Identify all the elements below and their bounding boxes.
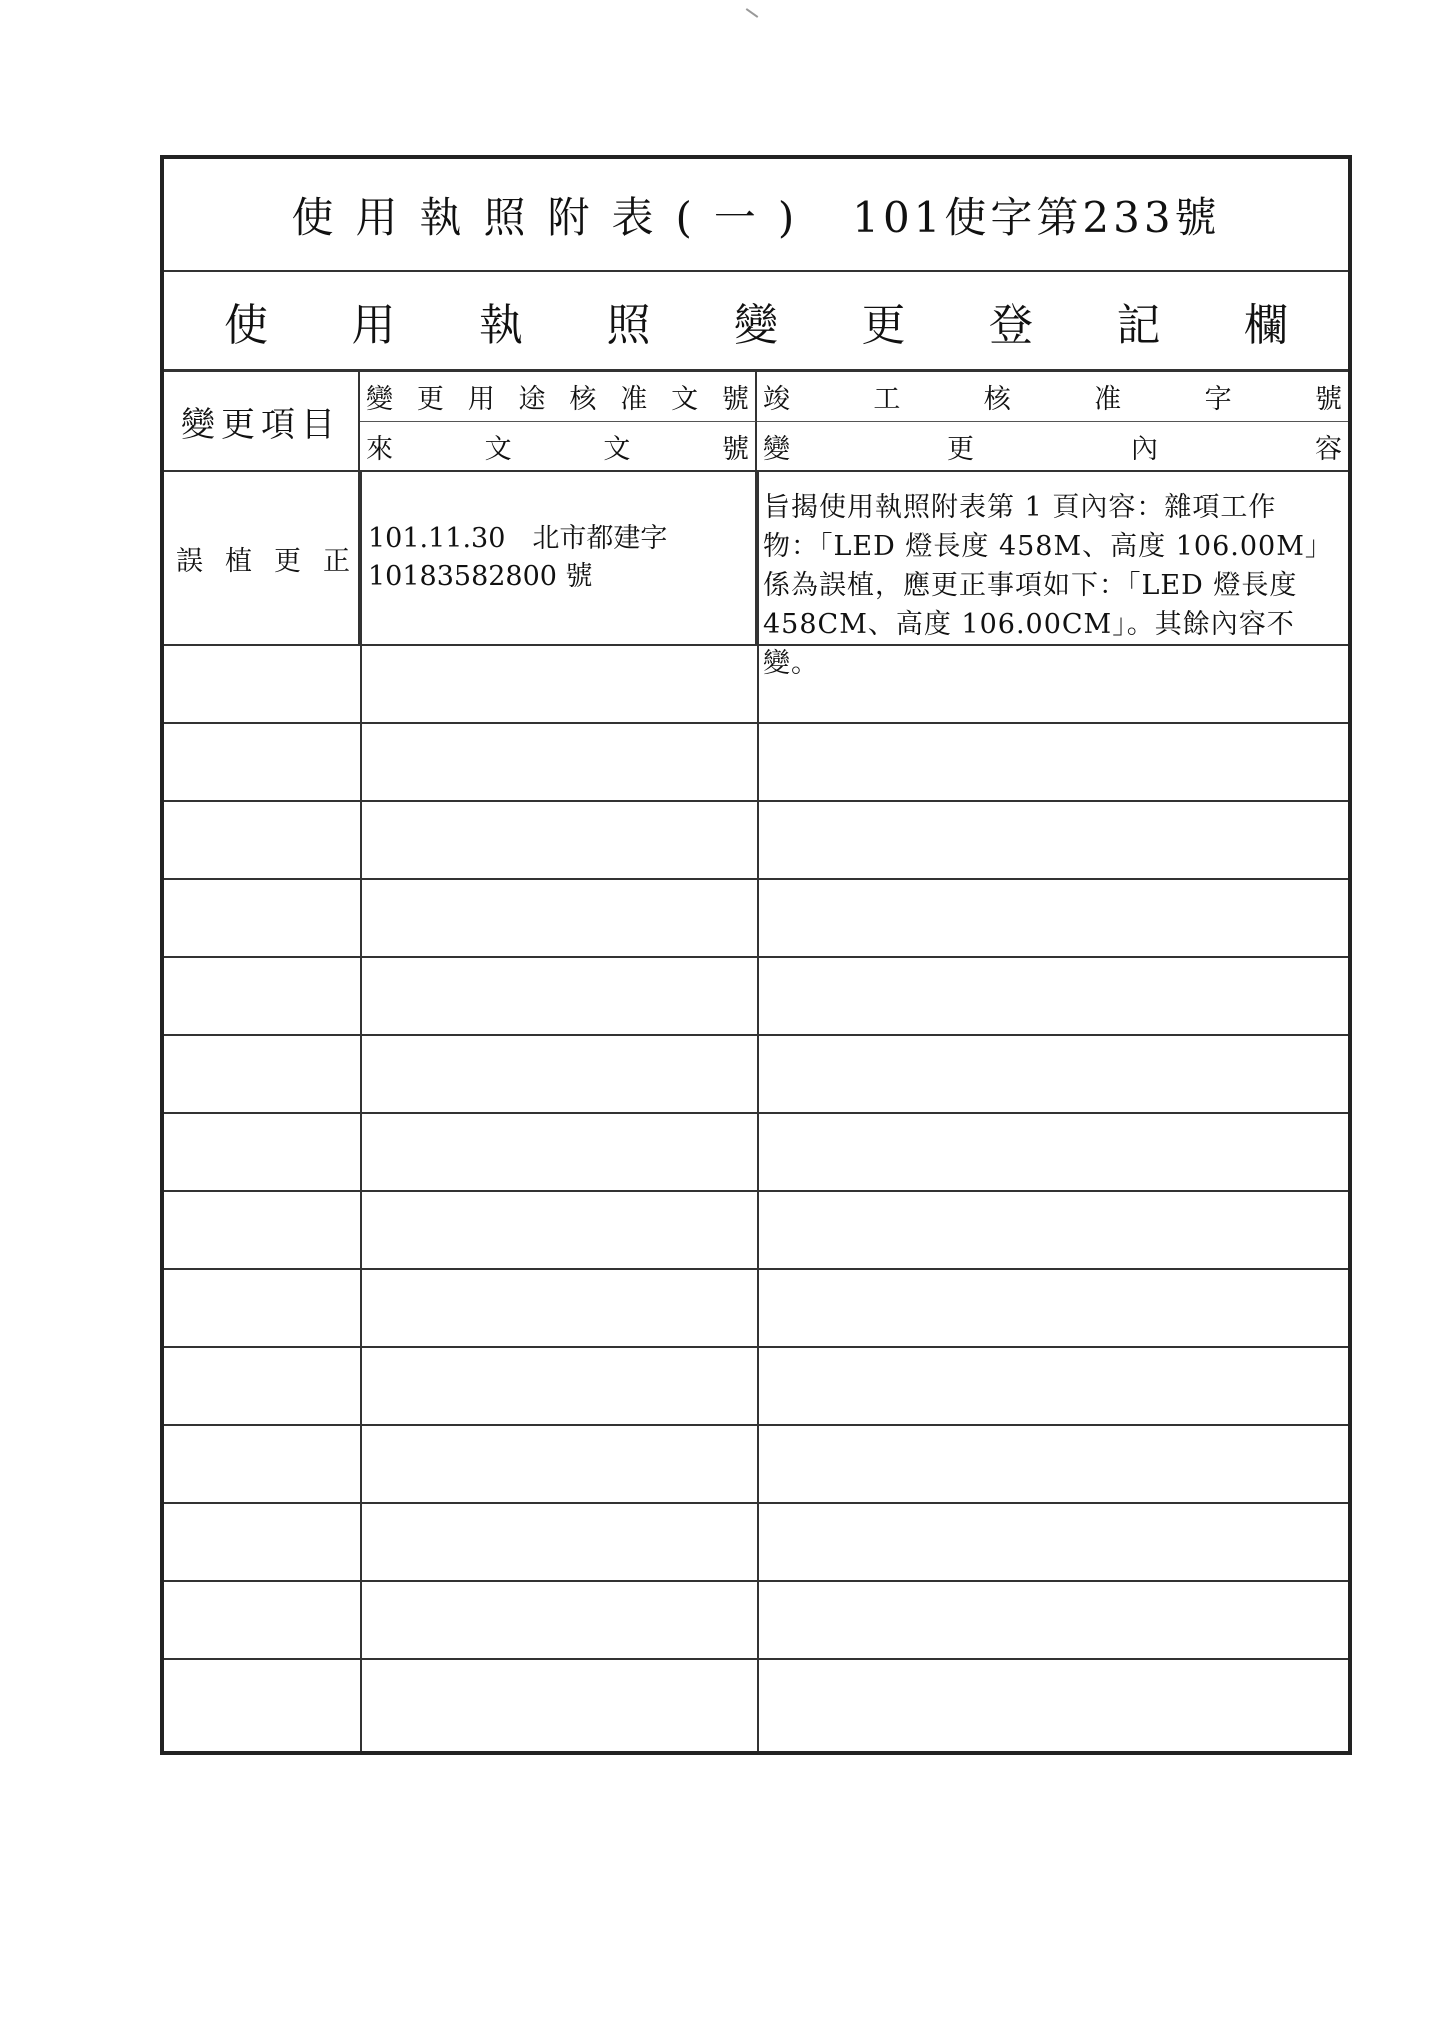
header-char: 核 [569,384,597,415]
subtitle-char: 使 [224,299,268,351]
table-row [164,1270,1348,1348]
page-title [164,159,1348,272]
header-char: 號 [721,433,749,465]
header-char: 號 [721,384,749,415]
table-row [164,1504,1348,1582]
subtitle-char: 變 [734,299,778,351]
entry-doc-line: 10183582800 號 [368,561,593,592]
header-char: 變 [763,433,790,465]
header-char: 來 [366,433,393,465]
header-char: 文 [484,433,512,465]
subtitle-char: 更 [861,299,906,351]
header-char: 更 [947,433,974,465]
table-row [164,646,1348,724]
entry-content-line: 旨揭使用執照附表第 1 頁內容：雜項工作 [763,492,1277,523]
license-change-table [160,155,1352,1755]
header-char: 竣 [763,384,790,415]
header-char: 號 [1314,384,1342,415]
subtitle-char: 執 [479,299,523,351]
header-char: 字 [1204,384,1232,415]
section-title [164,272,1348,372]
subtitle-char: 登 [989,299,1033,351]
table-row [164,1426,1348,1504]
header-change-item: 變更項目 [164,372,360,472]
header-char: 核 [983,384,1011,415]
header-char: 內 [1131,433,1158,465]
header-approval-doc-no [360,372,757,422]
header-char: 容 [1315,433,1342,465]
entry-item-char: 誤 [176,545,203,577]
table-row [164,1036,1348,1114]
table-row [164,802,1348,880]
header-completion-approval-no [757,372,1348,422]
header-change-content [757,422,1348,472]
subtitle-char: 照 [606,299,651,351]
entry-content-line: 係為誤植，應更正事項如下：「LED 燈長度 [763,570,1298,601]
entry-doc-number [360,472,757,644]
header-incoming-doc-no [360,422,757,472]
subtitle-char: 記 [1116,299,1161,351]
header-char: 准 [620,384,648,415]
license-number: 101使字第233號 [852,192,1221,242]
table-row [164,472,1348,679]
title-main: 使用執照附表(一) [291,192,817,242]
table-row [164,1114,1348,1192]
table-row [164,1348,1348,1426]
column-divider [360,472,362,1751]
table-row [164,724,1348,802]
header-char: 文 [671,384,699,415]
table-row [164,958,1348,1036]
header-char: 變 [366,384,393,415]
subtitle-char: 欄 [1244,299,1288,351]
entry-item-char: 更 [274,545,301,577]
entry-change-content [757,472,1348,679]
entry-content-line: 物：「LED 燈長度 458M、高度 106.00M」 [763,531,1333,562]
header-char: 文 [603,433,631,465]
entry-content-line: 458CM、高度 106.00CM」。其餘內容不變。 [763,609,1295,679]
column-divider [757,472,759,1751]
table-row [164,880,1348,958]
header-char: 工 [873,384,901,415]
table-row [164,1582,1348,1660]
table-row [164,1192,1348,1270]
table-row [164,1660,1348,1751]
subtitle-char: 用 [351,299,396,351]
header-char: 更 [416,384,444,415]
header-char: 准 [1094,384,1122,415]
header-char: 用 [467,384,495,415]
entry-item-char: 正 [323,545,350,577]
entry-change-item [164,472,360,644]
entry-doc-line: 101.11.30 北市都建字 [368,523,668,554]
header-char: 途 [518,384,546,415]
entry-item-char: 植 [225,545,252,577]
